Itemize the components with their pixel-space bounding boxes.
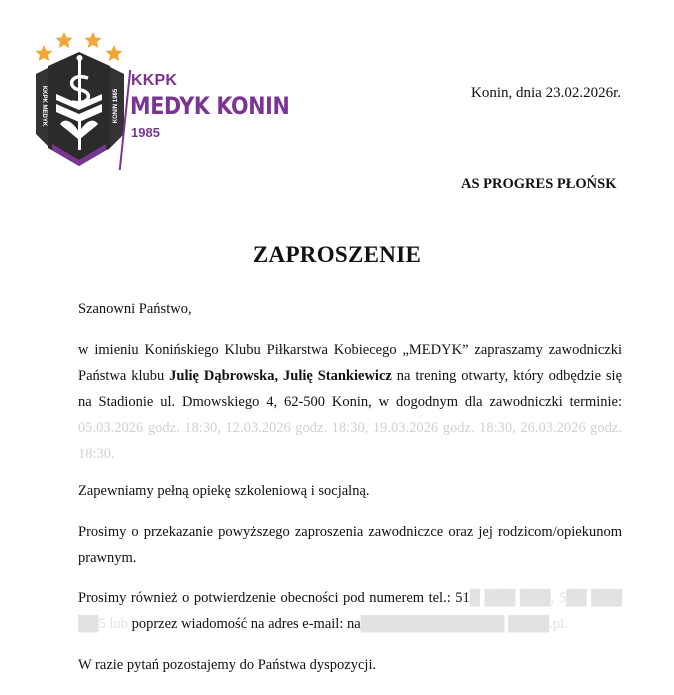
star-icon [85, 32, 102, 48]
logo-kkpk: KKPK [131, 72, 178, 89]
email-prefix: poprzez wiadomość na adres e-mail: na [127, 616, 361, 632]
star-icon [56, 32, 73, 48]
club-logo [30, 28, 305, 178]
logo-club-name: MEDYK KONIN [130, 92, 290, 120]
star-icon [36, 45, 53, 61]
document-title: ZAPROSZENIE [252, 242, 422, 267]
logo-year: 1985 [131, 125, 160, 140]
confirmation-text: Prosimy również o potwierdzenie obecności pod numerem tel.: 51 [78, 590, 470, 606]
invitation-intro: w imieniu Konińskiego Klubu Piłkarstwa Kobiecego „MEDYK” zapraszamy zawodniczki Państwa klubu [78, 342, 622, 384]
email-redacted: ██████████████ ████.pl. [360, 616, 568, 632]
training-dates: 05.03.2026 godz. 18:30, 12.03.2026 godz. 18:30, 19.03.2026 godz. 18:30, 26.03.2026 godz. 18:30. [78, 420, 622, 462]
paragraph-invitation [78, 337, 622, 467]
invitation-location: na trening otwarty, który odbędzie się na Stadionie ul. Dmowskiego 4, 62-500 Konin, w dogodnym dla zawodniczki terminie: [78, 368, 623, 410]
paragraph-forward: Prosimy o przekazanie powyższego zaproszenia zawodniczce oraz jej rodzicom/opiekunom prawnym. [78, 524, 622, 566]
paragraph-care: Zapewniamy pełną opiekę szkoleniową i socjalną. [78, 483, 370, 499]
shield-left-text: KKPK MEDYK [41, 85, 47, 127]
letter-date: Konin, dnia 23.02.2026r. [471, 85, 621, 101]
paragraph-confirmation [78, 585, 622, 637]
paragraph-closing: W razie pytań pozostajemy do Państwa dyspozycji. [78, 657, 377, 673]
star-icon [106, 45, 123, 61]
shield-emblem-icon [30, 28, 130, 178]
recipient: AS PROGRES PŁOŃSK [461, 176, 617, 192]
shield-right-text: KONIN 1985 [113, 88, 119, 124]
invited-players: Julię Dąbrowska, Julię Stankiewicz [169, 368, 392, 384]
logo-wordmark [126, 28, 306, 178]
greeting: Szanowni Państwo, [78, 301, 192, 317]
phone-redacted: █ ███ ███, 5██ ███ ██5 lub [78, 590, 622, 632]
